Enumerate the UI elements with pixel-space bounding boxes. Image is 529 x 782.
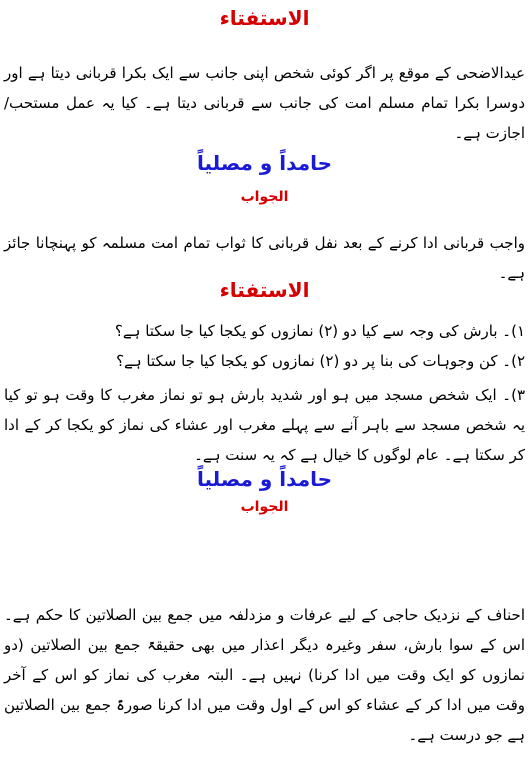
question-heading: الاستفتاء — [219, 278, 310, 302]
answer-label: الجواب — [240, 499, 289, 515]
answer-label: الجواب — [240, 189, 289, 205]
answer-text: واجب قربانی ادا کرنے کے بعد نفل قربانی کا ثواب تمام امت مسلمہ کو پہنچانا جائز ہے۔ — [4, 234, 525, 282]
salutation-heading: حامداً و مصلیاً — [197, 151, 332, 175]
question-text: عیدالاضحی کے موقع پر اگر کوئی شخص اپنی جانب سے ایک بکرا قربانی دیتا ہے اور دوسرا بکرا تمام مسلم امت کی جانب سے قربانی دیتا ہے۔ کیا یہ عمل مستحب/اجازت ہے۔ — [4, 64, 525, 142]
question-item-2: ۲)۔ کن وجوہات کی بنا پر دو (۲) نمازوں کو یکجا کیا جا سکتا ہے؟ — [116, 352, 525, 370]
answer-text: احناف کے نزدیک حاجی کے لیے عرفات و مزدلفہ میں جمع بین الصلاتین کا حکم ہے۔ اس کے سوا بارش، سفر وغیرہ دیگر اعذار میں بھی حقیقۃً جمع بین الصلاتین (دو نمازوں کو ایک وقت میں ادا کرنا) نہیں ہے۔ البتہ مغرب کی نماز کو اس کے آخر وقت میں ادا کر کے عشاء کو اس کے اول وقت میں ادا کرنا صورۃً جمع بین الصلاتین ہے جو درست ہے۔ — [4, 606, 525, 744]
question-item-1: ۱)۔ بارش کی وجہ سے کیا دو (۲) نمازوں کو یکجا کیا جا سکتا ہے؟ — [114, 322, 525, 340]
question-item-3: ۳)۔ ایک شخص مسجد میں ہو اور شدید بارش ہو تو نماز مغرب کا وقت ہو تو کیا یہ شخص مسجد سے باہر آنے سے پہلے مغرب اور عشاء کی نماز کو یکجا کر کے ادا کر سکتا ہے۔ عام لوگوں کا خیال ہے کہ یہ سنت ہے۔ — [4, 386, 525, 464]
question-heading: الاستفتاء — [219, 6, 310, 30]
salutation-heading: حامداً و مصلیاً — [197, 467, 332, 491]
